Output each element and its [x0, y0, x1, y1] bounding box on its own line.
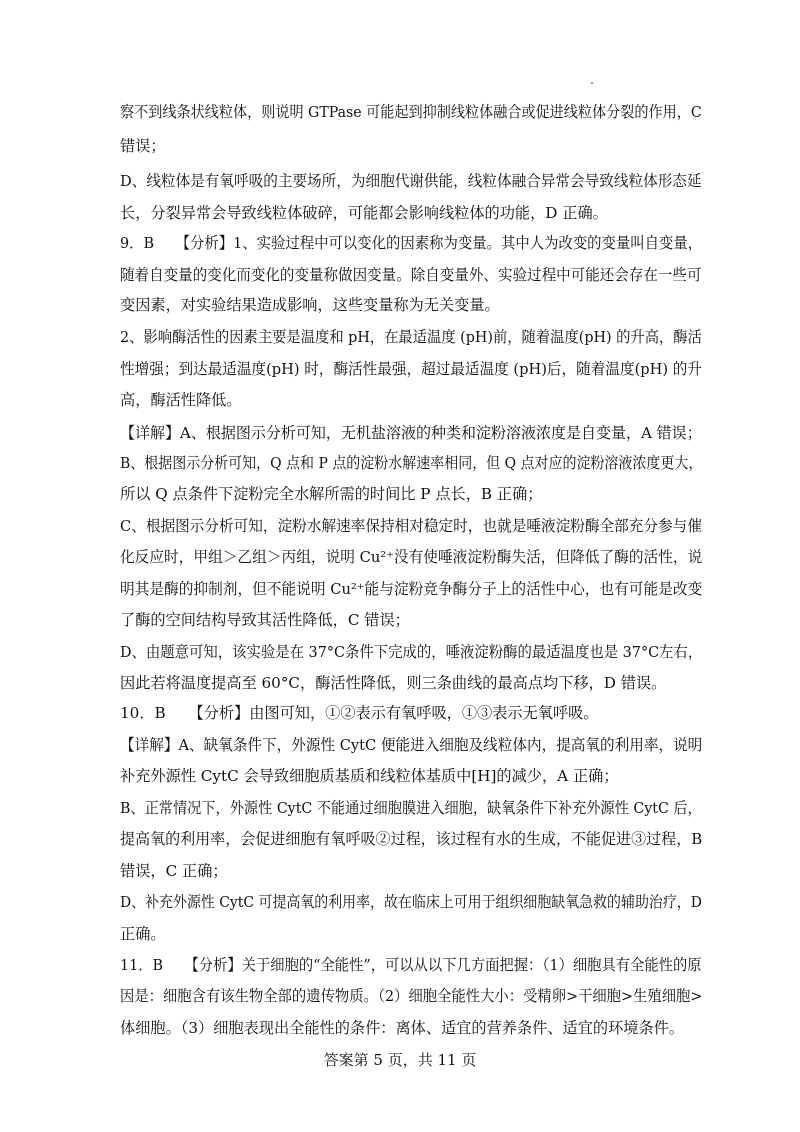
text-line: 11．B 【分析】关于细胞的“全能性”，可以从以下几方面把握：（1）细胞具有全能性的原: [120, 956, 702, 974]
text-line: 正确。: [120, 925, 166, 943]
text-line: D、由题意可知，该实验是在 37°C条件下完成的，唾液淀粉酶的最适温度也是 37°C左右，: [120, 643, 703, 661]
text-line: 10．B 【分析】由图可知，①②表示有氧呼吸，①③表示无氧呼吸。: [120, 704, 599, 722]
text-line: 2、影响酶活性的因素主要是温度和 pH，在最适温度 (pH)前，随着温度(pH) 的升高，酶活: [120, 328, 702, 346]
scan-speck: [591, 82, 593, 84]
text-line: D、补充外源性 CytC 可提高氧的利用率，故在临床上可用于组织细胞缺氧急救的辅助治疗，D: [120, 893, 702, 911]
text-line: B、正常情况下，外源性 CytC 不能通过细胞膜进入细胞，缺氧条件下补充外源性 CytC 后，: [120, 799, 702, 817]
text-line: 高，酶活性降低。: [120, 391, 242, 409]
text-line: 错误，C 正确；: [120, 862, 228, 880]
text-line: 性增强；到达最适温度(pH) 时，酶活性最强，超过最适温度 (pH)后，随着温度(pH) 的升: [120, 360, 702, 378]
text-line: 【详解】A、根据图示分析可知，无机盐溶液的种类和淀粉溶液浓度是自变量，A 错误；: [120, 424, 702, 442]
text-line: 因是：细胞含有该生物全部的遗传物质。（2）细胞全能性大小：受精卵>干细胞>生殖细胞>: [120, 987, 703, 1005]
text-line: C、根据图示分析可知，淀粉水解速率保持相对稳定时，也就是唾液淀粉酶全部充分参与催: [120, 517, 702, 535]
text-line: 因此若将温度提高至 60°C，酶活性降低，则三条曲线的最高点均下移，D 错误。: [120, 674, 667, 692]
text-line: 化反应时，甲组＞乙组＞丙组，说明 Cu²⁺没有使唾液淀粉酶失活，但降低了酶的活性，说: [120, 548, 703, 566]
text-line: 提高氧的利用率，会促进细胞有氧呼吸②过程，该过程有水的生成，不能促进③过程，B: [120, 830, 703, 848]
text-line: 变因素，对实验结果造成影响，这些变量称为无关变量。: [120, 296, 500, 314]
text-line: 体细胞。（3）细胞表现出全能性的条件：离体、适宜的营养条件、适宜的环境条件。: [120, 1019, 685, 1037]
text-line: 9．B 【分析】1、实验过程中可以变化的因素称为变量。其中人为改变的变量叫自变量，: [120, 234, 703, 252]
text-line: 随着自变量的变化而变化的变量称做因变量。除自变量外、实验过程中可能还会存在一些可: [120, 266, 702, 284]
text-line: D、线粒体是有氧呼吸的主要场所，为细胞代谢供能，线粒体融合异常会导致线粒体形态延: [120, 172, 702, 190]
text-line: 所以 Q 点条件下淀粉完全水解所需的时间比 P 点长，B 正确；: [120, 485, 543, 503]
text-line: 察不到线条状线粒体，则说明 GTPase 可能起到抑制线粒体融合或促进线粒体分裂的作用，C: [120, 103, 702, 121]
text-line: 明其是酶的抑制剂，但不能说明 Cu²⁺能与淀粉竞争酶分子上的活性中心，也有可能是改变: [120, 580, 703, 598]
text-line: 长，分裂异常会导致线粒体破碎，可能都会影响线粒体的功能，D 正确。: [120, 204, 608, 222]
page-footer: 答案第 5 页，共 11 页: [323, 1051, 477, 1069]
text-line: 错误；: [120, 137, 166, 155]
text-line: 了酶的空间结构导致其活性降低，C 错误；: [120, 611, 410, 629]
text-line: 补充外源性 CytC 会导致细胞质基质和线粒体基质中[H]的减少，A 正确；: [120, 767, 619, 785]
text-line: 【详解】A、缺氧条件下，外源性 CytC 便能进入细胞及线粒体内，提高氧的利用率，说明: [120, 736, 703, 754]
text-line: B、根据图示分析可知，Q 点和 P 点的淀粉水解速率相同，但 Q 点对应的淀粉溶液浓度更大，: [120, 454, 703, 472]
